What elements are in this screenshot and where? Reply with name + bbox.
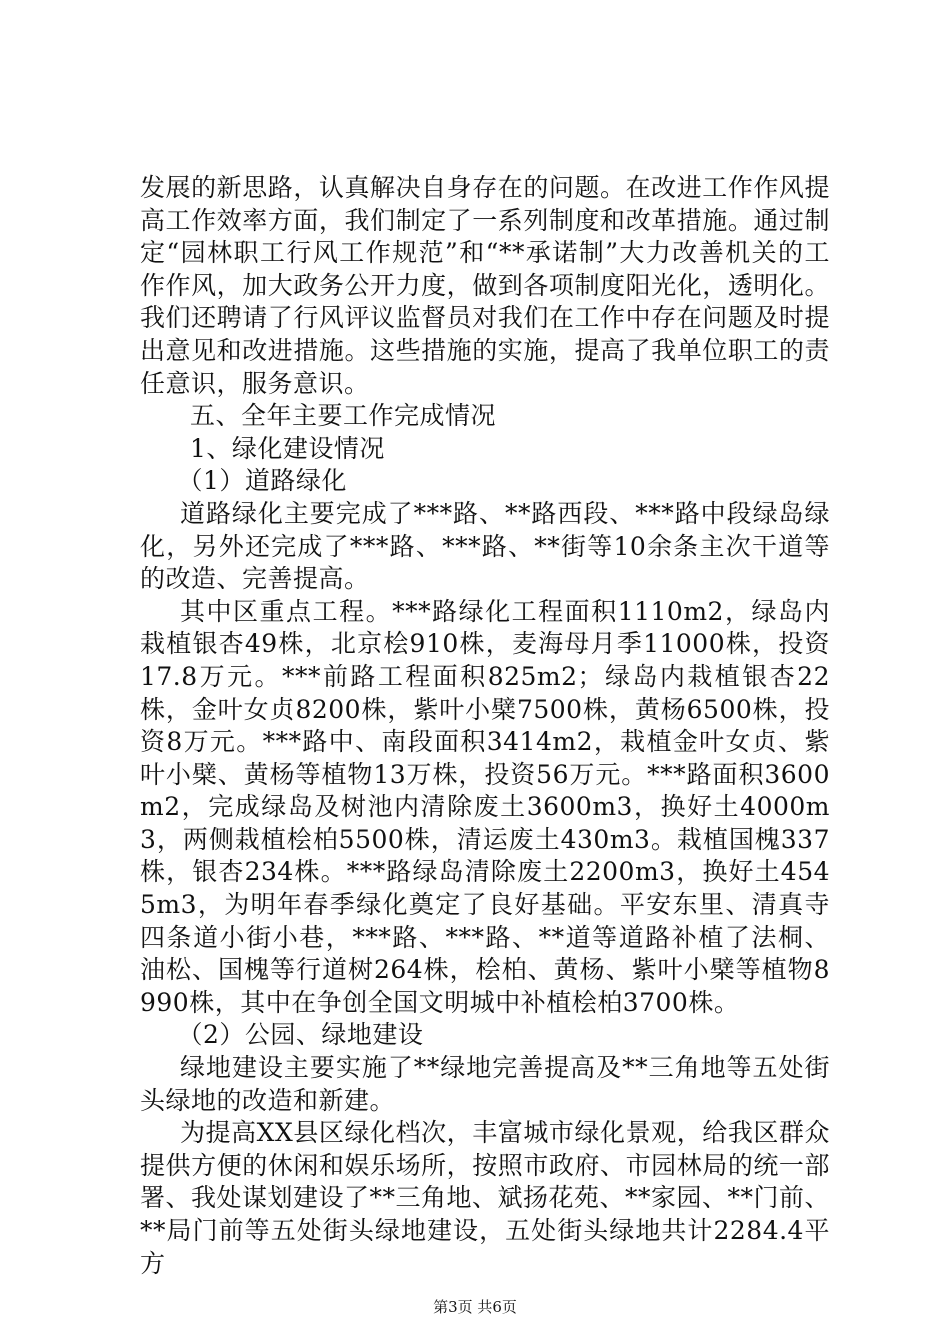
- paragraph-continuation: 发展的新思路，认真解决自身存在的问题。在改进工作作风提高工作效率方面，我们制定了一系列制度和改革措施。通过制定“园林职工行风工作规范”和“**承诺制”大力改善机关的工作作风，加大政务公开力度，做到各项制度阳光化，透明化。我们还聘请了行风评议监督员对我们在工作中存在问题及时提出意见和改进措施。这些措施的实施，提高了我单位职工的责任意识，服务意识。: [140, 173, 830, 398]
- paragraph-street-green: 为提高XX县区绿化档次，丰富城市绿化景观，给我区群众提供方便的休闲和娱乐场所，按照市政府、市园林局的统一部署、我处谋划建设了**三角地、斌扬花苑、**家园、**门前、**局门前等五处街头绿地建设，五处街头绿地共计2284.4平方: [140, 1118, 831, 1278]
- paragraph-road-greening: 道路绿化主要完成了***路、**路西段、***路中段绿岛绿化，另外还完成了***路、***路、**街等10余条主次干道等的改造、完善提高。: [140, 498, 830, 594]
- paragraph-green-construction: 绿地建设主要实施了**绿地完善提高及**三角地等五处街头绿地的改造和新建。: [140, 1053, 830, 1115]
- paragraph-key-projects: 其中区重点工程。***路绿化工程面积1110m2，绿岛内栽植银杏49株，北京桧910株，麦海母月季11000株，投资17.8万元。***前路工程面积825m2；绿岛内栽植银杏22株，金叶女贞8200株，紫叶小檗7500株，黄杨6500株，投资8万元。***路中、南段面积3414m2，栽植金叶女贞、紫叶小檗、黄杨等植物13万株，投资56万元。***路面积3600m2，完成绿岛及树池内清除废土3600m3，换好土4000m3，两侧栽植桧柏5500株，清运废土430m3。栽植国槐337株，银杏234株。***路绿岛清除废土2200m3，换好土4545m3，为明年春季绿化奠定了良好基础。平安东里、清真寺四条道小街小巷，***路、***路、**道等道路补植了法桐、油松、国槐等行道树264株，桧柏、黄杨、紫叶小檗等植物8990株，其中在争创全国文明城中补植桧柏3700株。: [140, 596, 830, 1017]
- subsection-heading: 1、绿化建设情况: [190, 433, 385, 463]
- sub-heading-park-green: （2）公园、绿地建设: [177, 1020, 424, 1050]
- page-footer: 第3页 共6页: [433, 1298, 517, 1316]
- sub-heading-road-greening: （1）道路绿化: [177, 466, 347, 496]
- section-heading: 五、全年主要工作完成情况: [190, 401, 497, 431]
- document-body: [140, 172, 830, 1280]
